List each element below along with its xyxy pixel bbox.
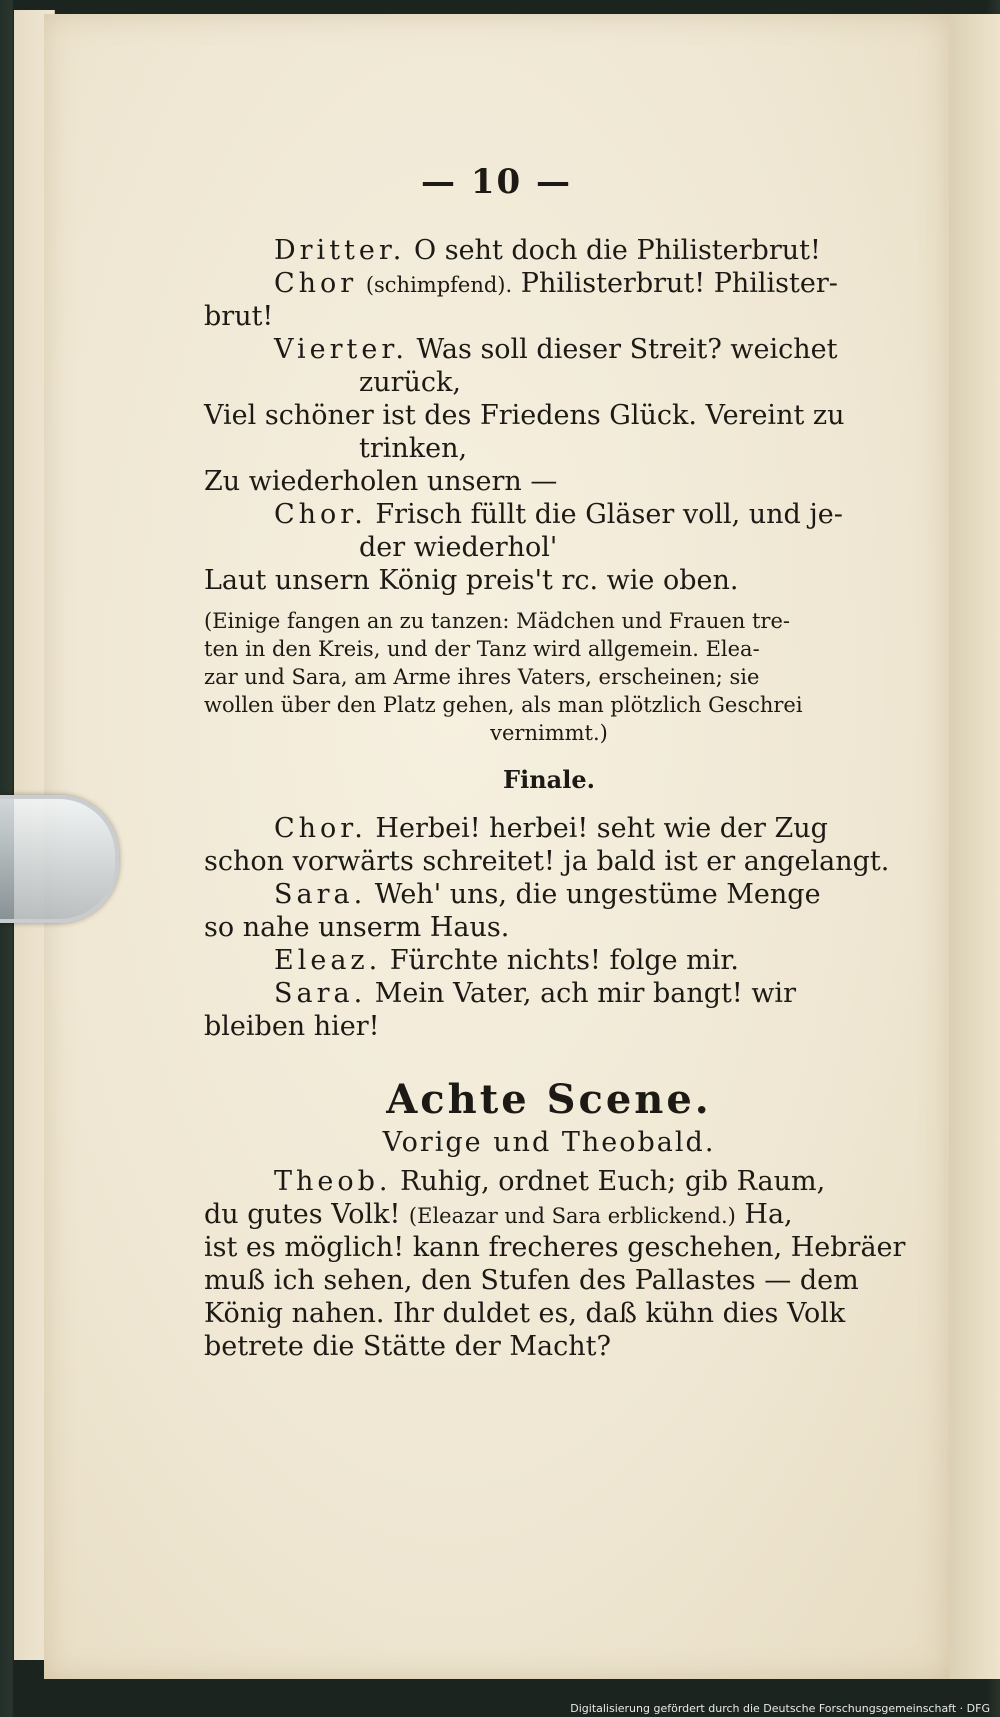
page-clip bbox=[0, 795, 119, 923]
text-line: betrete die Stätte der Macht? bbox=[204, 1331, 611, 1362]
text-line bbox=[204, 267, 894, 300]
text-line bbox=[204, 498, 894, 531]
scene-heading: Achte Scene. bbox=[386, 1076, 712, 1123]
speaker: Chor. bbox=[274, 499, 367, 530]
line-text: Herbei! herbei! seht wie der Zug bbox=[375, 813, 828, 844]
book-page bbox=[44, 14, 949, 1679]
text-line bbox=[204, 977, 894, 1010]
text-line bbox=[204, 1198, 894, 1231]
speaker: Chor bbox=[274, 268, 358, 299]
line-text: Frisch füllt die Gläser voll, und je- bbox=[375, 499, 843, 530]
stage-direction-line: zar und Sara, am Arme ihres Vaters, erscheinen; sie bbox=[204, 665, 760, 689]
line-text: O seht doch die Philisterbrut! bbox=[414, 235, 821, 266]
text-line: Viel schöner ist des Friedens Glück. Vereint zu bbox=[204, 400, 845, 431]
stage-note: (schimpfend). bbox=[365, 273, 513, 297]
text-line: schon vorwärts schreitet! ja bald ist er angelangt. bbox=[204, 846, 890, 877]
line-text: Mein Vater, ach mir bangt! wir bbox=[374, 978, 796, 1009]
text-line bbox=[204, 1165, 894, 1198]
text-line bbox=[204, 944, 894, 977]
text-line bbox=[204, 878, 894, 911]
text-line: König nahen. Ihr duldet es, daß kühn dies Volk bbox=[204, 1298, 846, 1329]
line-text: Ruhig, ordnet Euch; gib Raum, bbox=[400, 1166, 826, 1197]
line-text: Philisterbrut! Philister- bbox=[520, 268, 838, 299]
stage-direction-line: vernimmt.) bbox=[490, 721, 608, 745]
text-line: Laut unsern König preis't rc. wie oben. bbox=[204, 565, 739, 596]
text-line: trinken, bbox=[359, 433, 468, 464]
speaker: Dritter. bbox=[274, 235, 406, 266]
speaker: Vierter. bbox=[274, 334, 408, 365]
line-text: Was soll dieser Streit? weichet bbox=[416, 334, 838, 365]
speaker: Eleaz. bbox=[274, 945, 382, 976]
page-number: — 10 — bbox=[421, 162, 572, 202]
section-heading: Finale. bbox=[503, 765, 595, 794]
text-line: zurück, bbox=[359, 367, 461, 398]
text-line bbox=[204, 333, 894, 366]
page-content bbox=[204, 234, 906, 1363]
speaker: Sara. bbox=[274, 978, 367, 1009]
text-line: der wiederhol' bbox=[359, 532, 558, 563]
digitization-footer: Digitalisierung gefördert durch die Deutsche Forschungsgemeinschaft · DFG bbox=[570, 1702, 990, 1715]
speaker: Sara. bbox=[274, 879, 367, 910]
stage-direction-line: wollen über den Platz gehen, als man plötzlich Geschrei bbox=[204, 693, 803, 717]
text-line bbox=[204, 234, 894, 267]
text-line: Zu wiederholen unsern — bbox=[204, 466, 558, 497]
scene-characters: Vorige und Theobald. bbox=[382, 1127, 716, 1158]
text-line: bleiben hier! bbox=[204, 1011, 380, 1042]
facing-page-edge bbox=[942, 14, 1000, 1679]
stage-direction-line: ten in den Kreis, und der Tanz wird allgemein. Elea- bbox=[204, 637, 760, 661]
text-line: muß ich sehen, den Stufen des Pallastes — dem bbox=[204, 1265, 859, 1296]
line-text: Weh' uns, die ungestüme Menge bbox=[374, 879, 821, 910]
line-text: du gutes Volk! bbox=[204, 1199, 401, 1230]
stage-note: (Eleazar und Sara erblickend.) bbox=[408, 1204, 736, 1228]
text-line: so nahe unserm Haus. bbox=[204, 912, 510, 943]
text-line: ist es möglich! kann frecheres geschehen, Hebräer bbox=[204, 1232, 906, 1263]
speaker: Chor. bbox=[274, 813, 367, 844]
stage-direction-line: (Einige fangen an zu tanzen: Mädchen und Frauen tre- bbox=[204, 609, 790, 633]
text-line bbox=[204, 812, 894, 845]
speaker: Theob. bbox=[274, 1166, 392, 1197]
line-text: Fürchte nichts! folge mir. bbox=[389, 945, 739, 976]
text-line: brut! bbox=[204, 301, 274, 332]
line-text: Ha, bbox=[744, 1199, 793, 1230]
